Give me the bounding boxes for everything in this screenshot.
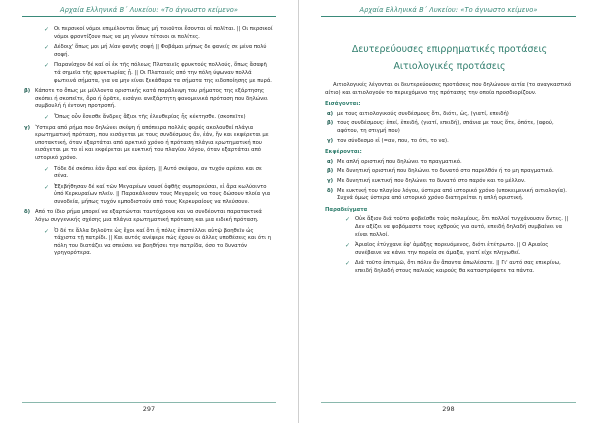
intro-heading: Εισάγονται:: [325, 101, 361, 108]
intro-item: β) τους συνδέσμους: ἐπεί, ἐπειδή, (γιατί, επειδή), σπάνια με τους ὅτε, ὁπότε, (αφού, αφότου, τη στιγμή που): [327, 120, 554, 134]
expression-item: δ) Με ευκτική του πλαγίου λόγου, ύστερα από ιστορικό χρόνο (υποκειμενική αιτιολογία). Συχνά όμως ύστερα από ιστορικό χρόνο διατηρείται η απλή οριστική.: [327, 187, 567, 202]
list-item: ✓ Ὅπως οὖν ἔσεσθε ἄνδρες ἄξιοι τῆς ἐλευθερίας ἧς κέκτησθε. (σκοπεῖτε): [44, 113, 246, 121]
running-header-left: Αρχαία Ελληνικά Β΄ Λυκείου: «Το άγνωστο κείμενο»: [59, 6, 239, 14]
intro-item: γ) τον σύνδεσμο εἰ (=αν, που, το ότι, το να).: [327, 137, 449, 144]
list-item: ✓ Ὁ δέ τε ἄλλα δηλοῦτε ὡς ἔχοι καί ὅτι ἡ πόλις ἐπιστέλλοι αὐτῷ βοηθεῖν ὡς τάχιστα τῇ πατρίδι. || Και αυτός ανέφερε πώς έχουν οι άλλες υποθέσεις και ότι η πόλη του διατάζει να σπεύσει να βοηθήσει την πατρίδα, όσο το δυνατόν γρηγορότερα.: [44, 227, 272, 257]
check-icon: ✓: [44, 62, 50, 70]
section-beta: β) Κάποτε το ὅπως με μέλλοντα οριστικής κατά παράλειψη του ρήματος της εξάρτησης σκόπει ή σκοπεῖτε, ὅρα ή ὁρᾶτε, εισάγει ανεξάρτητη φανομενικά πρόταση που δηλώνει συμβουλή ή έντονη προτροπή.: [24, 88, 268, 110]
running-header-right: Αρχαία Ελληνικά Β΄ Λυκείου: «Το άγνωστο κείμενο»: [359, 6, 538, 14]
page-number-right: 298: [442, 405, 455, 413]
check-icon: ✓: [44, 183, 50, 191]
header-rule-right: [321, 16, 576, 17]
section-title: Αιτιολογικές προτάσεις: [393, 61, 506, 72]
section-gamma: γ) Ύστερα από ρήμα που δηλώνει σκέψη ή απόπειρα πολλές φορές ακολουθεί πλάγια ερωτηματική πρόταση, που εισάγεται με τους συνδέσμους ἄν, ἐάν, ἤν και εκφέρεται με υποτακτική, όταν εξαρτάται από αρκτικό χρόνο ή πρόταση πλάγια ερωτηματική που εισάγεται με το εἰ και εκφέρεται με ευκτική του πλαγίου λόγου, όταν εξαρτάται από ιστορικό χρόνο.: [24, 124, 269, 161]
right-page: [299, 0, 598, 423]
list-item: ✓ Τόδε δέ σκόπει ἐάν ἄρα καί σοι ἀρέσῃ. || Αυτό σκέψου, αν τυχόν αρέσει και σε σένα.: [44, 165, 262, 180]
check-icon: ✓: [345, 216, 351, 224]
examples-heading: Παραδείγματα: [325, 206, 368, 213]
expression-heading: Εκφέρονται:: [325, 149, 362, 156]
check-icon: ✓: [345, 242, 351, 250]
left-page: [0, 0, 299, 423]
example-item: ✓ Οὐκ ἄξιον διά τοῦτο φοβεῖσθε τοὺς πολεμίους, ὅτι πολλοί τυγχάνουσιν ὄντες. || Δεν αξίζει να φοβόμαστε τους εχθρούς για αυτό, επειδή δηλαδή συμβαίνει να είναι πολλοί.: [345, 216, 569, 238]
expression-item: α) Με απλή οριστική που δηλώνει το πραγματικό.: [327, 158, 462, 165]
intro-paragraph: Αιτιολογικές λέγονται οι δευτερεύουσες προτάσεις που δηλώνουν αιτία (το αναγκαστικό αίτιο) και αιτιολογούν το περιεχόμενο της πρότασης την οποία προσδιορίζουν.: [325, 82, 572, 96]
intro-item: α) με τους αιτιολογικούς συνδέσμους ὅτι, διότι, ὡς, (γιατί, επειδή): [327, 110, 509, 117]
check-icon: ✓: [44, 165, 50, 173]
left-page-content: [24, 26, 274, 261]
footer-rule-right: [321, 402, 576, 403]
check-icon: ✓: [345, 260, 351, 268]
footer-rule-left: [22, 402, 276, 403]
chapter-title: Δευτερεύουσες επιρρηματικές προτάσεις: [351, 44, 548, 55]
right-page-content: [325, 30, 574, 278]
check-icon: ✓: [44, 113, 50, 121]
page-number-left: 297: [142, 405, 156, 413]
list-item: ✓ Παρανίσχον δέ καί οἱ ἐκ τῆς πόλεως Πλαταιεῖς φρυκτούς πολλούς, ὅπως ἄσαφῆ τά σημεῖα τῆς φρυκτωρίας ᾖ. || Οι Πλαταιείς από την πόλη ύψωναν πολλά φωτεινά σήματα, για να μην είναι ξεκάθαρα τα σήματα της ειδοποίησης με πυρά.: [44, 62, 272, 84]
expression-item: β) Με δυνητική οριστική που δηλώνει το δυνατό στο παρελθόν ή το μη πραγματικό.: [327, 168, 554, 175]
example-item: ✓ Διά τοῦτο ἐπιτιμῶ, ὅτι πόλιν ἄν ἅπαντα ἀπωλέσατε. || Γι' αυτό σας επικρίνω, επειδή δηλαδή στους παλιούς καιρούς θα καταστρέφατε τα πάντα.: [345, 260, 561, 274]
section-delta: δ) Από το ίδιο ρήμα μπορεί να εξαρτώνται ταυτόχρονα και να συνδέονται παρατακτικά λόγω συγγενικής σχέσης μια πλάγια ερωτηματική πρόταση και μια ειδική πρόταση.: [24, 209, 262, 224]
list-item: ✓ Οι περσικοί νόμοι επιμέλονται ὅπως μή τοιοῦτοι ἔσονται οἱ πολῖται. || Οι περσικοί νόμοι φροντίζουν πως να μη γίνουν τέτοιοι οι πολίτες.: [44, 26, 273, 40]
list-item: ✓ Ἐξεβήθησαν δέ καί τῶν Μεγαρέων ναυσί ὀφθῆς συμπορεύσαι, εἰ ἄρα κωλύοιντο ὑπό Κερκυραίων πλεῖν. || Παρακάλεσαν τους Μεγαρείς να τους δώσουν πλοία για συνοδεία, μήπως τυχόν εμποδιστούν από τους Κερκυραίους να πλεύσουν.: [44, 183, 271, 205]
check-icon: ✓: [44, 44, 50, 52]
check-icon: ✓: [44, 227, 50, 235]
header-rule-left: [22, 16, 276, 17]
example-item: ✓ Ἀριαῖος ἐτύγχανε ἐφ' ἁμάξης πορευόμενος, διότι ἐτέτρωτο. || Ο Αριαίος συνέβαινε να κάνει την πορεία σε άμαξα, γιατί είχε πληγωθεί.: [345, 242, 549, 256]
check-icon: ✓: [44, 26, 50, 33]
list-item: ✓ Δέδοιχ' ὅπως μοι μή λίαν φανῆς σοφή || Φοβάμαι μήπως δε φανείς σε μένα πολύ σοφή.: [44, 44, 267, 58]
expression-item: γ) Με δυνητική ευκτική που δηλώνει το δυνατό στο παρόν και το μέλλον.: [327, 177, 526, 184]
